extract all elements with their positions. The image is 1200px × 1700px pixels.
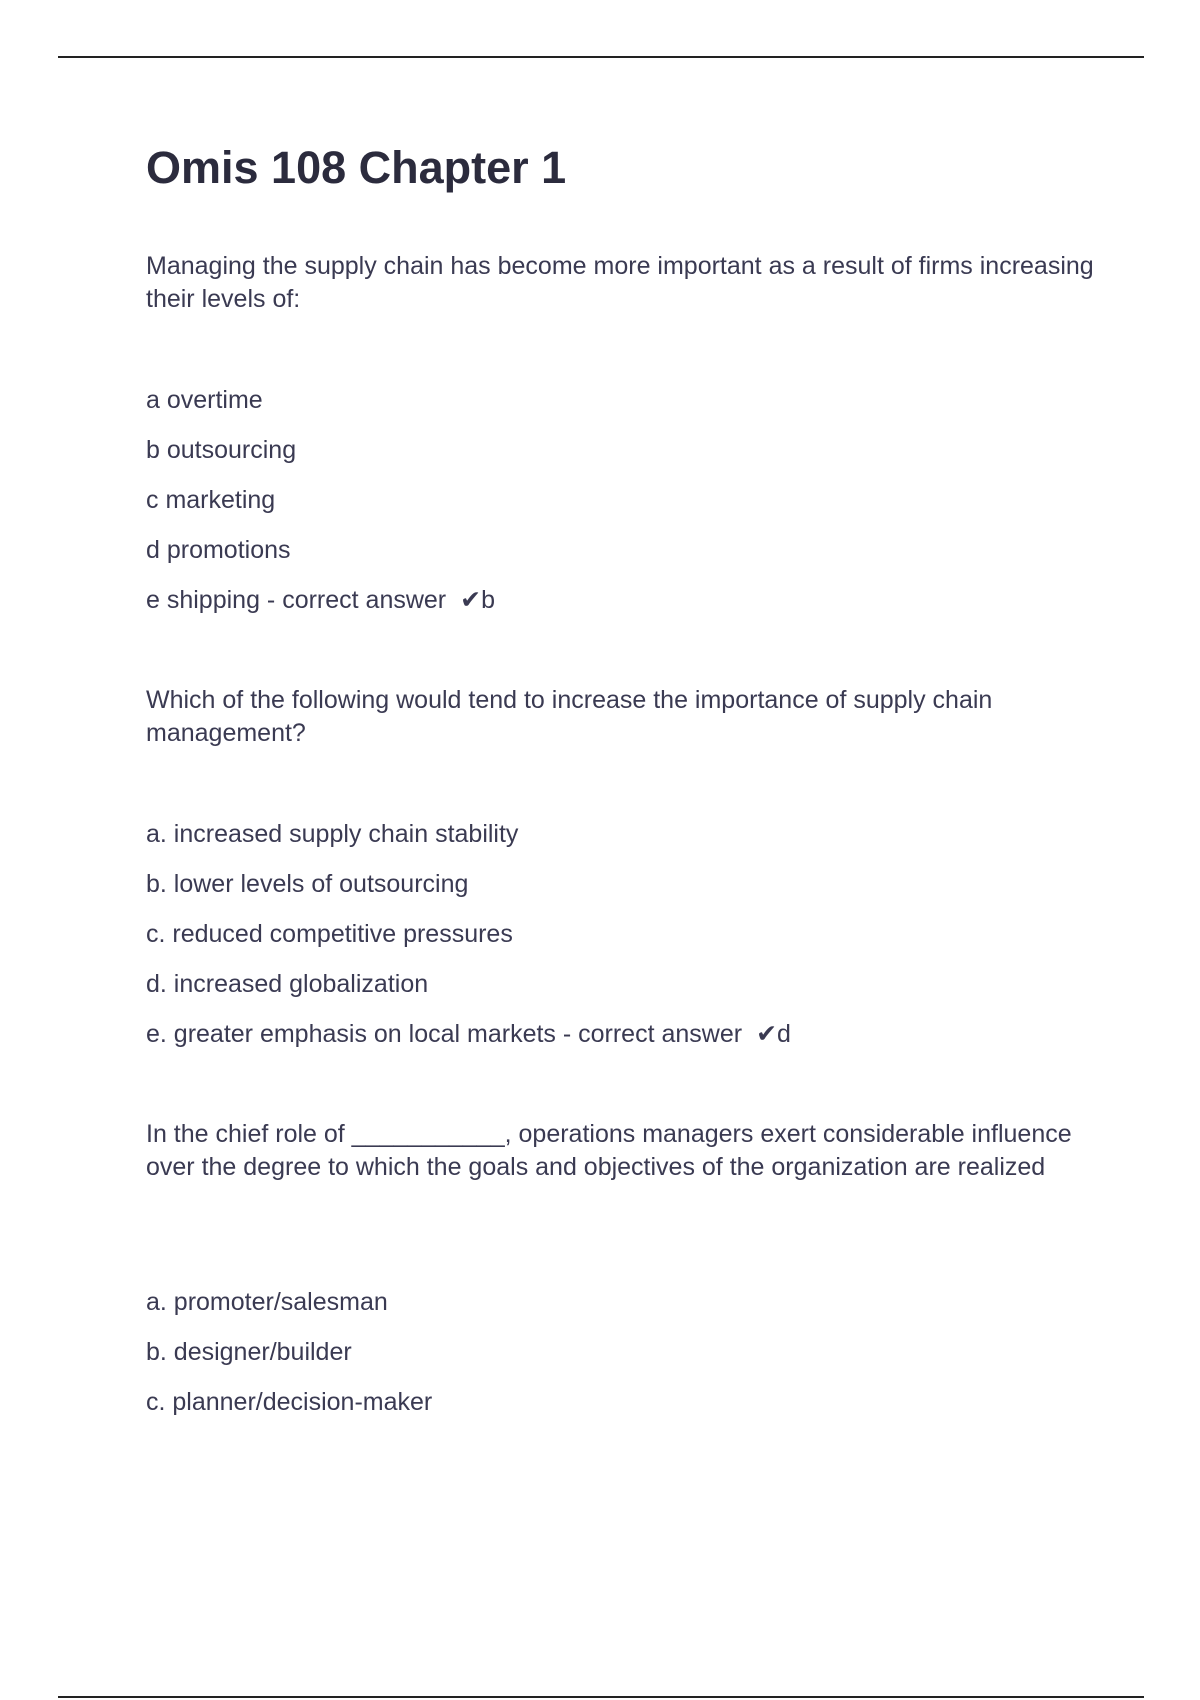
question-2-option-e [146,1018,791,1051]
question-2-option-d: d. increased globalization [146,970,429,998]
question-3-prompt: In the chief role of ___________, operations managers exert considerable influence over the degree to which the goals and objectives of the organization are realized [146,1120,1072,1181]
question-3-option-a: a. promoter/salesman [146,1288,388,1316]
question-3-option-c: c. planner/decision-maker [146,1388,433,1416]
question-3-option-b: b. designer/builder [146,1338,352,1366]
question-1-prompt: Managing the supply chain has become more important as a result of firms increasing their levels of: [146,252,1094,313]
question-2-prompt: Which of the following would tend to increase the importance of supply chain management? [146,686,993,747]
question-1-option-c: c marketing [146,486,276,514]
question-1-correct-answer: ✔b [460,586,495,614]
page-title: Omis 108 Chapter 1 [146,142,567,193]
question-2-correct-answer: ✔d [756,1020,791,1048]
question-2-option-e-text: e. greater emphasis on local markets - correct answer [146,1020,743,1048]
question-2-option-c: c. reduced competitive pressures [146,920,513,948]
top-divider [58,56,1144,58]
question-1-option-a: a overtime [146,386,263,414]
question-1-option-e [146,584,495,617]
question-1-option-b: b outsourcing [146,436,297,464]
question-2-option-a: a. increased supply chain stability [146,820,519,848]
question-2-option-b: b. lower levels of outsourcing [146,870,469,898]
question-1-option-e-text: e shipping - correct answer [146,586,447,614]
bottom-divider [58,1696,1144,1698]
question-1-option-d: d promotions [146,536,291,564]
